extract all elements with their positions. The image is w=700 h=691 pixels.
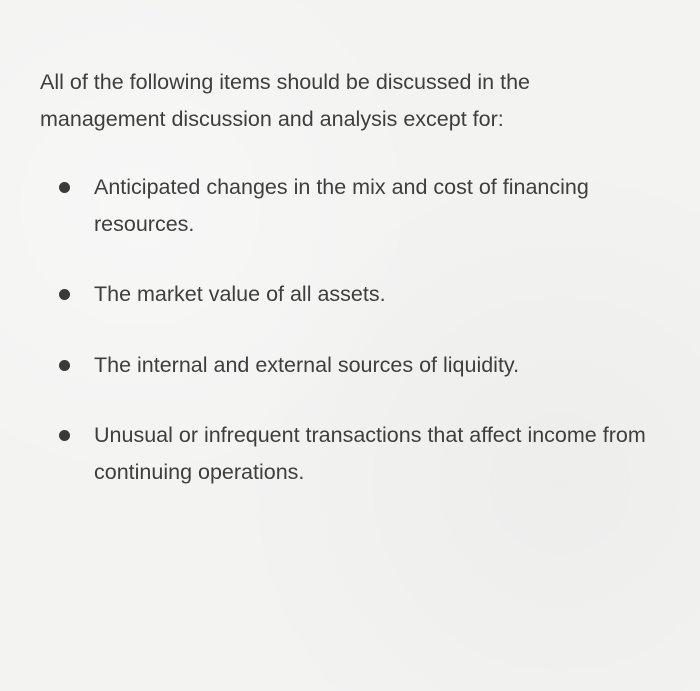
- bullet-icon: [59, 182, 70, 193]
- answer-option-text: The market value of all assets.: [94, 282, 386, 306]
- bullet-icon: [59, 289, 70, 300]
- answer-option: [94, 417, 654, 491]
- bullet-icon: [59, 430, 70, 441]
- question-text: All of the following items should be discussed in the management discussion and analysis except for:: [40, 70, 530, 131]
- answer-option: [94, 169, 654, 243]
- answer-option-text: Unusual or infrequent transactions that affect income from continuing operations.: [94, 423, 646, 484]
- answer-option-text: The internal and external sources of liquidity.: [94, 353, 520, 377]
- answer-option: [94, 347, 654, 384]
- bullet-icon: [59, 360, 70, 371]
- answer-option-text: Anticipated changes in the mix and cost of financing resources.: [94, 175, 589, 236]
- answer-option: [94, 276, 654, 313]
